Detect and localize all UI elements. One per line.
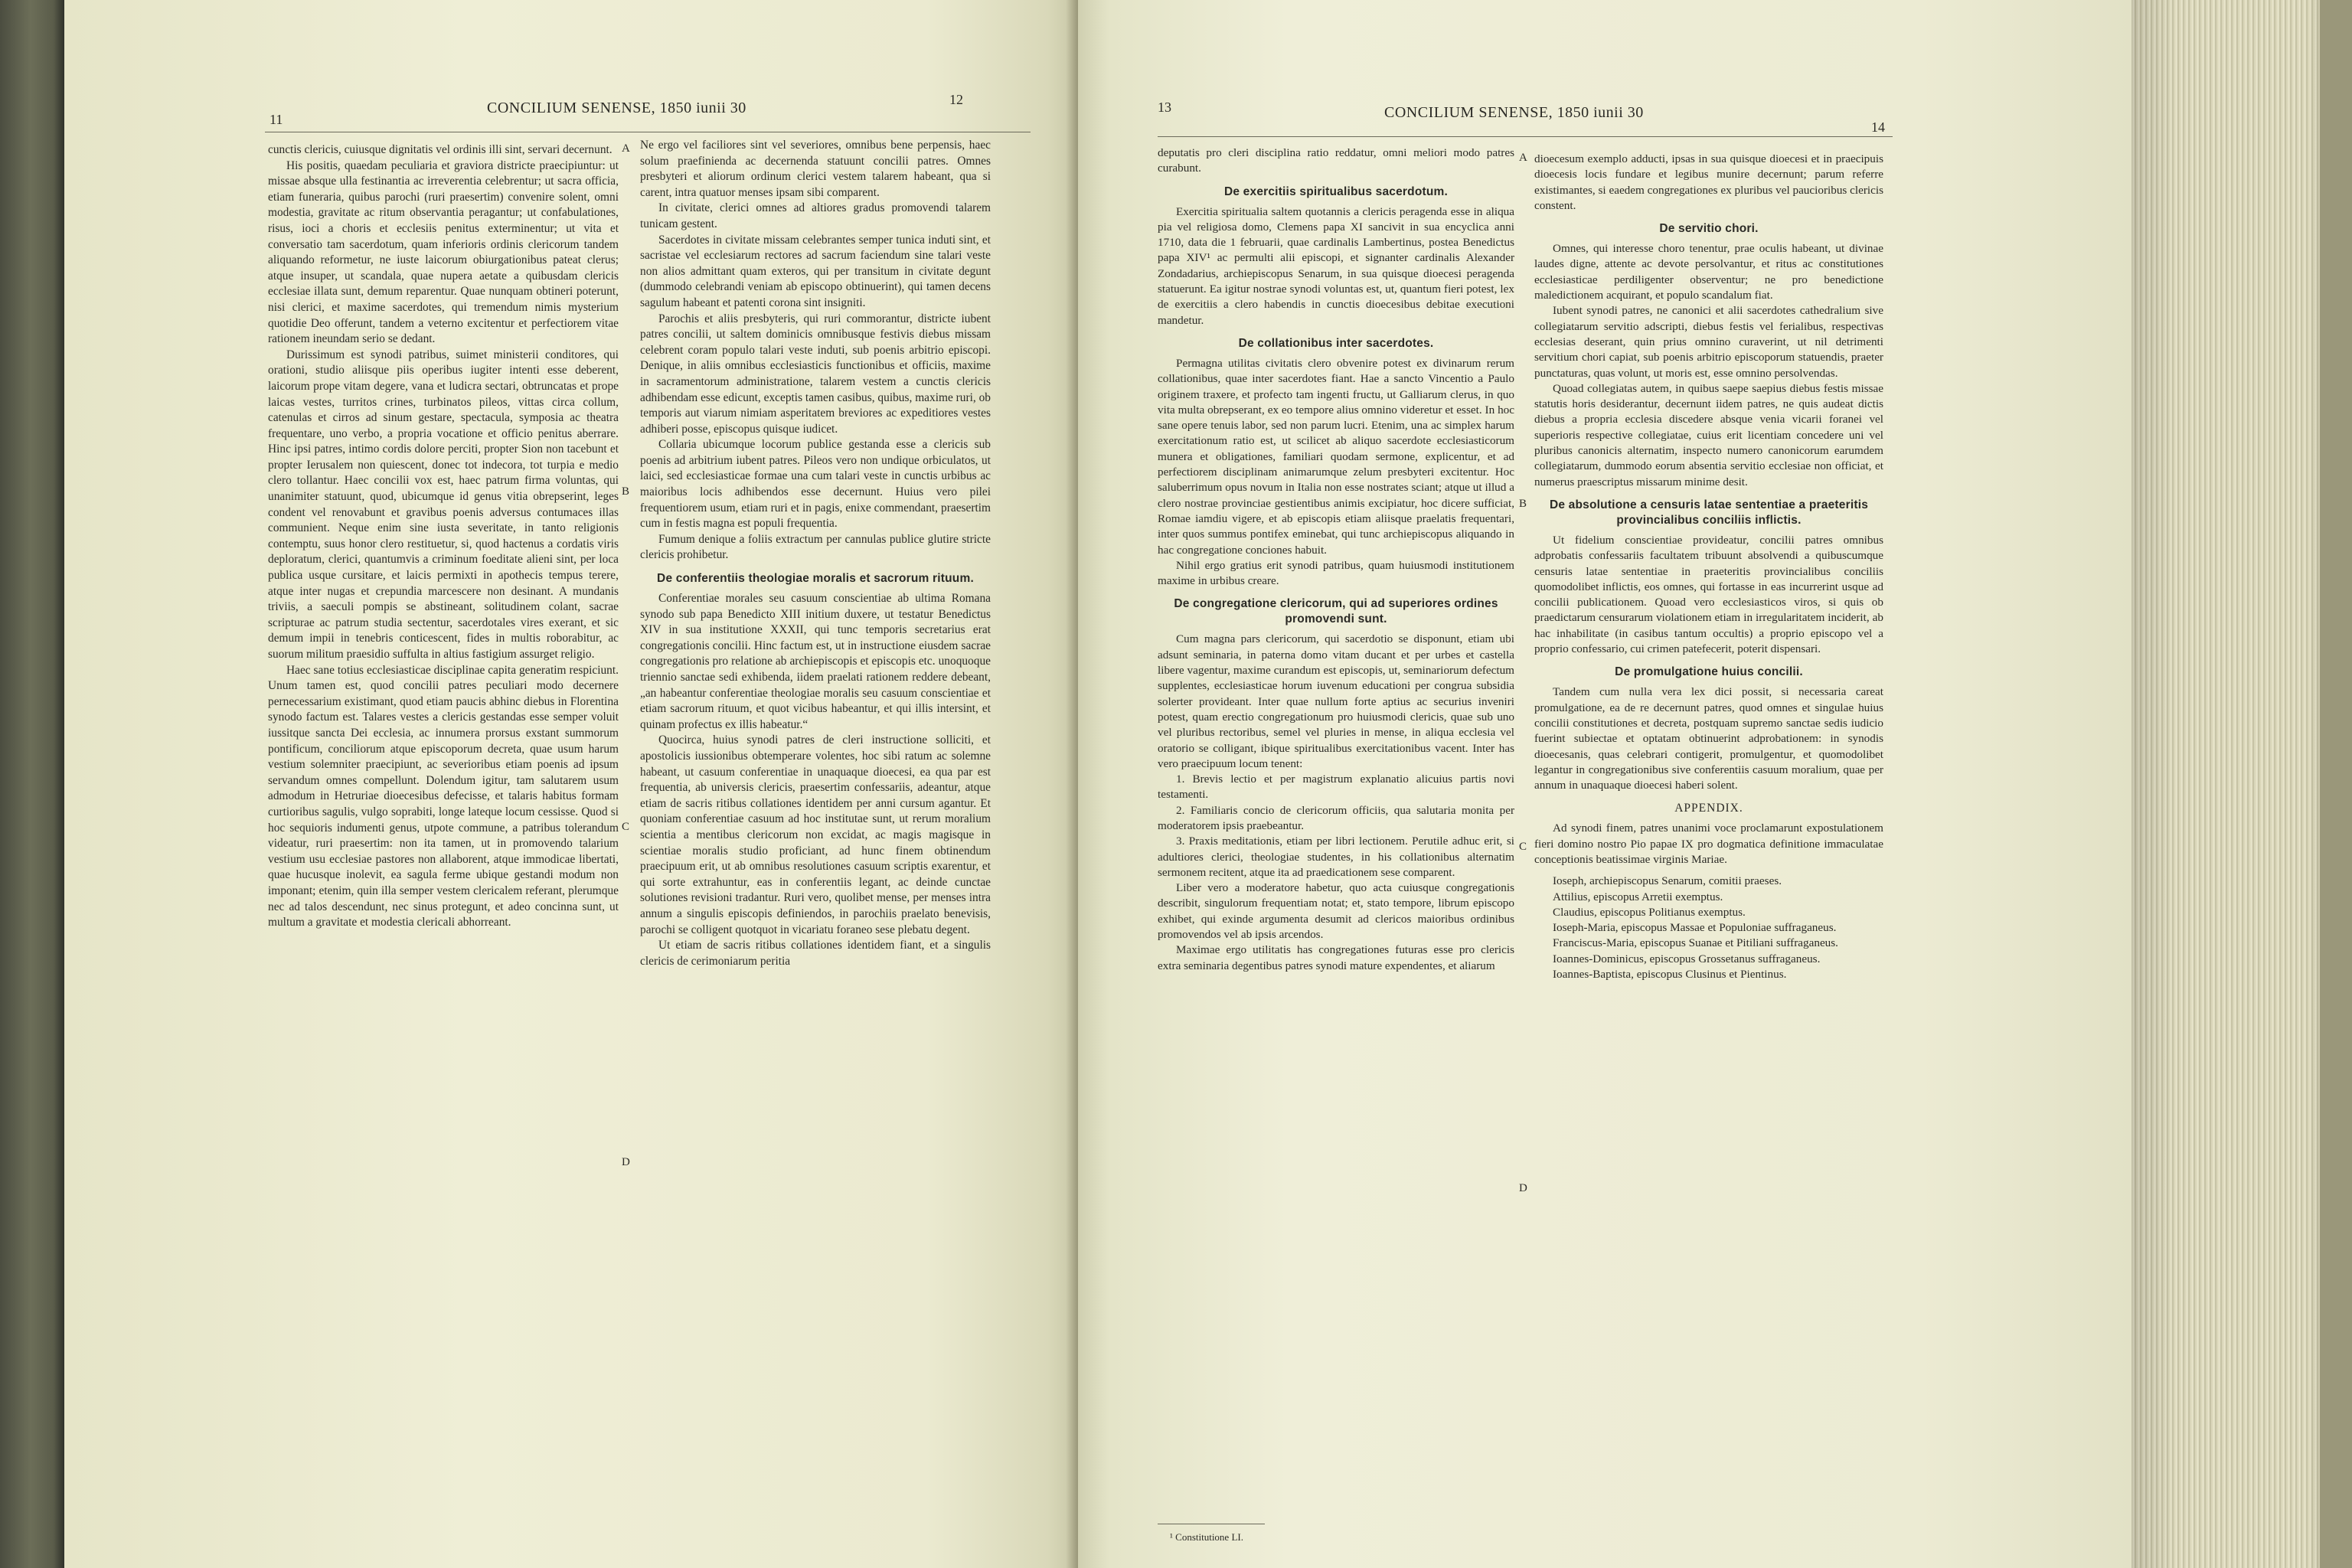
left-page <box>64 0 1078 1568</box>
paragraph: Ut fidelium conscientiae provideatur, concilii patres omnibus adprobatis confessariis facultatem tribuunt absolvendi a quibuscumque censuris latae sententiae in praeteritis provincialibus conciliis quomodolibet inflictis, eos omnes, qui fortasse in eas incurrerint usque ad concilii publicationem. Quoad vero ecclesiasticos viros, si quis ob praedictarum censurarum violationem etiam in irregularitatem inciderit, ab hac inhabilitate (in casibus tantum occultis) a proprio episcopo vel a proprio confessario, cui crimen patefecerit, poterit dispensari. <box>1534 533 1883 656</box>
section-heading-collationibus: De collationibus inter sacerdotes. <box>1238 336 1434 350</box>
signatory: Franciscus-Maria, episcopus Suanae et Pitiliani suffraganeus. <box>1553 936 1838 950</box>
page-number-13: 13 <box>1158 100 1171 115</box>
paragraph: cunctis clericis, cuiusque dignitatis vel ordinis illi sint, servari decernunt. <box>268 143 612 156</box>
left-page-column-2 <box>640 138 991 969</box>
paragraph: Nihil ergo gratius erit synodi patribus, quam huiusmodi institutionem maxime in urbibus creare. <box>1158 558 1514 588</box>
margin-letter-c: C <box>1519 841 1527 853</box>
section-heading-congregatione: De congregatione clericorum, qui ad superiores ordines promovendi sunt. <box>1174 597 1498 626</box>
paragraph: Ne ergo vel faciliores sint vel severiores, omnibus bene perpensis, haec solum praefinienda ac decernenda statuunt concilii patres. Omnes presbyteri et aliorum ordinum clerici vestem talarem habeant, qua si carent, intra quatuor menses ipsam sibi comparent. <box>640 139 991 199</box>
paragraph: In civitate, clerici omnes ad altiores gradus promovendi talarem tunicam gestent. <box>640 201 991 230</box>
paragraph: Sacerdotes in civitate missam celebrantes semper tunica induti sint, et sacristae vel ecclesiarum rectores ad sacrum faciendum sine talari veste non alios admittant quam exteros, qui per transitum in civitate degunt (dummodo celebrandi veniam ab episcopo obtinuerint), qui tamen decens sagulum habeant et patenti corona sint insigniti. <box>640 233 991 309</box>
paragraph: Quoad collegiatas autem, in quibus saepe saepius diebus festis missae statutis horis desiderantur, decernunt iidem patres, ne quis audeat dictis diebus a propria ecclesia discedere absque venia vicarii foranei vel superioris respective collegiatae, cuius erit licentiam concedere uni vel pluribus canonicis alternatim, inspecto numero canonicorum earumdem collegiatarum, dummodo eorum absentia servitio ecclesiae non officiat, et numerus praescriptus missarum minime desit. <box>1534 381 1883 488</box>
section-heading-choro: De servitio chori. <box>1659 222 1759 236</box>
paragraph: Exercitia spiritualia saltem quotannis a clericis peragenda esse in aliqua pia vel religiosa domo, Clemens papa XI sancivit in sua encyclica anni 1710, data die 1 februarii, quae cardinalis Lambertinus, postea Benedictus papa XIV¹ ac permulti alii episcopi, et signanter cardinalis Alexander Zondadarius, archiepiscopus Senarum, in sua quisque dioecesi peragenda statuerunt. Ea igitur nostrae synodi voluntas est, ut, quantum fieri potest, lex de exercitiis a clero habendis in cunctis dioecesibus debitae executioni mandetur. <box>1158 204 1514 327</box>
page-number-12: 12 <box>949 92 963 107</box>
section-heading-appendix: APPENDIX. <box>1674 802 1743 815</box>
section-heading-promulgatione: De promulgatione huius concilii. <box>1615 665 1803 679</box>
paragraph: Quocirca, huius synodi patres de cleri instructione solliciti, et apostolicis iussionibus obtemperare volentes, hoc sibi ratum ac solemne habeant, ut casuum conferentiae in unaquaque dioecesi, ea qua par est frequentia, ab universis clericis, praesertim confessariis, adeantur, atque etiam de sacris ritibus collationes identidem per anni cursum agantur. Et quoniam conferentiae casuum ad hoc institutae sunt, ut rerum moralium scientia a mentibus clericorum non excidat, ac magis magisque in scientiae moralis studio proficiant, ad hunc finem obtinendum praecipuum erit, ut ab omnibus resolutiones casuum scriptis exarentur, et qui sorte extrahuntur, eas in conferentiis legant, ac deinde cunctae solutiones revisioni tradantur. Ruri vero, quolibet mense, per menses intra annum a singulis episcopis definiendos, in parochiis praelato benevisis, parochi se colligent quotquot in vicariatu foraneo sese plebatu degent. <box>640 733 991 936</box>
signatory: Ioseph-Maria, episcopus Massae et Populoniae suffraganeus. <box>1553 921 1837 935</box>
section-heading-exercitiis: De exercitiis spiritualibus sacerdotum. <box>1223 185 1449 198</box>
right-page-column-2 <box>1534 152 1883 982</box>
right-page-column-1 <box>1158 145 1514 974</box>
header-rule <box>1158 136 1893 137</box>
right-page <box>1078 0 2132 1568</box>
signatory: Claudius, episcopus Politianus exemptus. <box>1553 905 1746 919</box>
paragraph: dioecesum exemplo adducti, ipsas in sua quisque dioecesi et in praecipuis dioecesis locis fundare et legibus munire decernunt; parum referre existimantes, si eaedem congregationes ex pluribus vel paucioribus clericis constent. <box>1534 152 1883 212</box>
paragraph: 1. Brevis lectio et per magistrum explanatio alicuius partis novi testamenti. <box>1158 773 1514 802</box>
paragraph: Haec sane totius ecclesiasticae disciplinae capita generatim respiciunt. Unum tamen est, quod concilii patres peculiari modo decernere pernecessarium existimant, quod etiam paucis abhinc diebus in Florentina synodo factum est. Talares vestes a clericis gestandas esse semper voluit iussitque sancta Dei ecclesia, ac innumera prorsus exstant summorum pontificum, conciliorum atque episcoporum decreta, quae usum harum vestium solemniter praecipiunt, ac severioribus etiam poenis ad ipsum servandum omnes compellunt. Dolendum igitur, tam salutarem usum admodum in Hetruriae dioecesibus defecisse, et talaris habitus formam curtioribus sagulis, vulgo soprabiti, longe lateque locum cessisse. Quod si hoc sequioris indumenti genus, utpote commune, a patribus tolerandum videatur, ruri praesertim: non ita tamen, ut in promovendo talarium vestium usu ecclesiae pastores non allaborent, atque immodicae libertati, quae hucusque inolevit, ea sagula ferme ubique gestandi modum non imponant; etenim, quin illa semper vestem clericalem referant, plerumque nec ad talos descendunt, nec sinus protegunt, et adeo concinna sunt, ut multum a gravitate et modestia clericali abhorreant. <box>268 663 619 929</box>
signatory: Attilius, episcopus Arretii exemptus. <box>1553 890 1723 903</box>
margin-letter-a: A <box>622 142 630 155</box>
paragraph: deputatis pro cleri disciplina ratio reddatur, omni meliori modo patres curabunt. <box>1158 146 1514 175</box>
margin-letter-c: C <box>622 821 630 833</box>
margin-letter-d: D <box>622 1156 630 1168</box>
paragraph: Cum magna pars clericorum, qui sacerdotio se disponunt, etiam ubi adsunt seminaria, in paterna domo vitam ducant et per urbes et castella libere vagentur, maxime curandum est episcopis, ut, seminariorum defectum supplentes, ecclesiasticae horum iuvenum educationi per congrua subsidia solerter provideant. Inter quae nullum forte aptius ac securius inveniri potest, quam erectio congregationum pro huiusmodi clericis, quae sub uno vel pluribus rectoribus, semel vel pluries in mense, in aliqua ecclesia vel oratorio se colligant, ibique spiritualibus exercitationibus vacent. Inter has vero praecipuum locum tenent: <box>1158 632 1514 770</box>
signatories-list <box>1534 874 1883 982</box>
paragraph: Omnes, qui interesse choro tenentur, prae oculis habeant, ut divinae laudes digne, attente ac devote persolvantur, et ritus ac constitutiones ecclesiasticae perdiligenter observentur; ne pro benedictione maledictionem acquirant, et populo scandalum fiat. <box>1534 242 1883 302</box>
paragraph: Fumum denique a foliis extractum per cannulas publice glutire stricte clericis prohibetur. <box>640 532 991 562</box>
section-heading-conferentiis: De conferentiis theologiae moralis et sacrorum rituum. <box>657 572 974 586</box>
signatory: Ioannes-Dominicus, episcopus Grossetanus suffraganeus. <box>1553 952 1821 965</box>
paragraph: Collaria ubicumque locorum publice gestanda esse a clericis sub poenis ad arbitrium iubent patres. Pileos vero non undique orbiculatos, ut laici, sed ecclesiasticae formae una cum talari veste in cunctis urbibus ac maioribus locis adhibendos esse decernunt. Huius vero pilei frequentiorem usum, etiam ruri et in pagis, enixe commendant, praesertim cum in festis magna est populi frequentia. <box>640 438 991 531</box>
page-number-11: 11 <box>270 112 283 127</box>
paragraph: Durissimum est synodi patribus, suimet ministerii conditores, qui orationi, studio aliisque piis operibus iugiter intenti esse deberent, laicorum prope vitam degere, vana et ludicra sectari, obtruncatas et prope laicas vestes, turritos crines, turbinatos pileos, vittas circa collum, catenulas et cirros ad sinum gestare, spectacula, symposia ac theatra frequentare, uno verbo, a propria vocatione et officio penitus aberrare. Hinc ipsi patres, intimo cordis dolore perciti, propter Sion non tacebunt et propter Ierusalem non quiescent, donec tot indecora, tot turpia e medio clero tollantur. Haec concilii vox est, haec patrum firma voluntas, qui unanimiter statuunt, quod, ubicumque id genus vitia obrepserint, leges condent vel renovabunt et gravibus poenis adversus contumaces illas communient. Neque enim sine iusta severitate, in tanto religionis contemptu, suus honor clero restituetur, si, quod hactenus a cordatis viris deploratum, clerici, quantumvis a criminum foeditate alieni sint, per loca publica usque cursitare, et laicis permixti in apothecis tempus terere, atque inter nugas et crepundia marcescere non desinant. A mundanis triviis, a saeculi pompis se abstineant, solitudinem colant, sacrae scripturae ac patrum studia sectentur, sacerdotales vires exerant, et sic demum impii in tenebris conticescent, fides in multis roborabitur, ac suorum militum praesidio suffulta in altius fastigium assurget religio. <box>268 348 619 661</box>
paragraph: His positis, quaedam peculiaria et graviora districte praecipiuntur: ut missae absque ulla festinantia ac irreverentia celebrentur; ut sacra officia, etiam funeraria, quibus parochi (ruri praesertim) convenire solent, omni modestia, gravitate ac ritum observantia peragantur; ut confabulationes, risus, ioci a choris et ecclesiis penitus exterminentur; ut vita et conversatio tam sacerdotum, quam inferioris ordinis clericorum tandem aliquando reformetur, ne iuste laicorum obiurgationibus pateat clerus; atque insuper, ut scandala, quae nupera aetate a quibusdam clericis ecclesiae illata sunt, demum reparentur. Quae nunquam obtineri poterunt, nisi clerici, et maxime sacerdotes, qui tremendum nimis mysterium quotidie Deo offerunt, tandem a veterno excitentur et perfectiorem vitae rationem ineundam serio se dedant. <box>268 158 619 346</box>
book-cover-edge <box>2320 0 2352 1568</box>
left-page-column-1 <box>268 142 619 931</box>
paragraph: Iubent synodi patres, ne canonici et alii sacerdotes cathedralium sive collegiatarum servitio adscripti, diebus festis vel ferialibus, respectivas ecclesias deserant, quin prius omnino curaverint, ut nil detrimenti servitium chori capiat, sub poenis arbitrio episcoporum statuendis, praeter punctaturas, quas volunt, ut moris est, esse omnino persolvendas. <box>1534 304 1883 380</box>
paragraph: Parochis et aliis presbyteris, qui ruri commorantur, districte iubent patres concilii, ut saltem dominicis omnibusque festivis diebus missam celebrent coram populo talari veste induti, sub poenis arbitrio episcopi. Denique, in aliis omnibus ecclesiasticis functionibus et officiis, maxime in sacramentorum administratione, talarem vestem a cunctis clericis adhibendam esse edicunt, exceptis tamen casibus, quibus, maxime ruri, ob temporis aut viarum nimiam asperitatem breviores ac expeditiores vestes adhiberi posse, episcopus quisque iudicet. <box>640 312 991 436</box>
signatory: Ioannes-Baptista, episcopus Clusinus et Pientinus. <box>1553 968 1787 982</box>
paragraph: Conferentiae morales seu casuum conscientiae ab ultima Romana synodo sub papa Benedicto XIII initium duxere, ut testatur Benedictus XIV in sua institutione XXXII, qui tunc temporis secretarius erat congregationis concilii. Hinc factum est, ut in instructione eiusdem sacrae congregationis pro relatione ab archiepiscopis et episcopis etc. unoquoque triennio sanctae sedi exhibenda, iidem praelati rationem reddere debeant, „an habeantur conferentiae theologiae moralis seu casuum conscientiae et etiam sacrorum rituum, et quot vicibus habeantur, et qui illis intersint, et quinam profectus ex illis habeatur.“ <box>640 592 991 731</box>
margin-letter-d: D <box>1519 1182 1527 1194</box>
paragraph: 3. Praxis meditationis, etiam per libri lectionem. Perutile adhuc erit, si adultiores clerici, theologiae studentes, in his collationibus alternatim sermonem recitent, atque ita ad praedicationem sese comparent. <box>1158 835 1514 879</box>
paragraph: Maximae ergo utilitatis has congregationes futuras esse pro clericis extra seminaria degentibus patres synodi mature expendentes, et aliarum <box>1158 943 1514 972</box>
paragraph: Liber vero a moderatore habetur, quo acta cuiusque congregationis describit, singulorum frequentiam notat; et, stato tempore, librum episcopo exhibet, qui exinde argumenta desumit ad clericos maioribus ordinibus promovendos vel ab ipsis arcendos. <box>1158 881 1514 942</box>
page-number-14: 14 <box>1871 119 1885 135</box>
paragraph: Ut etiam de sacris ritibus collationes identidem fiant, et a singulis clericis de cerimoniarum peritia <box>640 939 991 968</box>
footnote: ¹ Constitutione LI. <box>1170 1531 1243 1543</box>
margin-letter-b: B <box>1519 498 1527 510</box>
margin-letter-b: B <box>622 485 630 498</box>
book-page-edges <box>2132 0 2352 1568</box>
section-heading-absolutione: De absolutione a censuris latae sententiae a praeteritis provincialibus conciliis inflictis. <box>1549 498 1869 527</box>
signatory: Ioseph, archiepiscopus Senarum, comitii praeses. <box>1553 874 1782 888</box>
paragraph: Permagna utilitas civitatis clero obvenire potest ex divinarum rerum collationibus, quae inter sacerdotes fiant. Hae a sancto Vincentio a Paulo originem traxere, et profecto tam ingenti fructu, ut Galliarum clerus, in quo vita multa obrepserant, ex eo tempore alius omnino videretur et esset. In hoc sane opere tenuis labor, sed non parum lucri. Etenim, una ac simplex harum exercitationum ratio est, ut scilicet ab aliquo sacerdote ecclesiasticorum munera et obligationes, familiari quodam sermone, explicentur, et ad perfectiorem disciplinam animarumque zelum presbyteri excitentur. Hoc saluberrimum opus novum in Italia non esse nostrates sciant; atque ut illud a clero nostrae provinciae gestientibus animis excipiatur, hoc dicere sufficiat, Romae iamdiu vigere, et ab episcopis etiam aliisque praelatis frequentari, inter quos summus pontifex eminebat, qui tunc archiepiscopus aliquando in hac congregatione conciones habuit. <box>1158 356 1514 557</box>
running-header-left: CONCILIUM SENENSE, 1850 iunii 30 <box>487 100 746 116</box>
running-header-right: CONCILIUM SENENSE, 1850 iunii 30 <box>1384 104 1644 121</box>
paragraph: Ad synodi finem, patres unanimi voce proclamarunt expostulationem fieri domino nostro Pio papae IX pro dogmatica definitione immaculatae conceptionis beatissimae virginis Mariae. <box>1534 822 1883 866</box>
margin-letter-a: A <box>1519 152 1527 164</box>
paragraph: 2. Familiaris concio de clericorum officiis, qua salutaria monita per moderatorem ipsis praebeantur. <box>1158 803 1514 832</box>
paragraph: Tandem cum nulla vera lex dici possit, si necessaria careat promulgatione, ea de re decernunt patres, quod omnes et singulae huius concilii constitutiones et decreta, postquam supremo sanctae sedis iudicio fuerint subiectae et optatam obtinuerint adprobationem: in synodis dioecesanis, quas celebrari contigerit, promulgentur, et quomodolibet legantur in congregationibus sive conferentiis casuum moralium, quae per annum in unaquaque dioecesi haberi solent. <box>1534 685 1883 792</box>
